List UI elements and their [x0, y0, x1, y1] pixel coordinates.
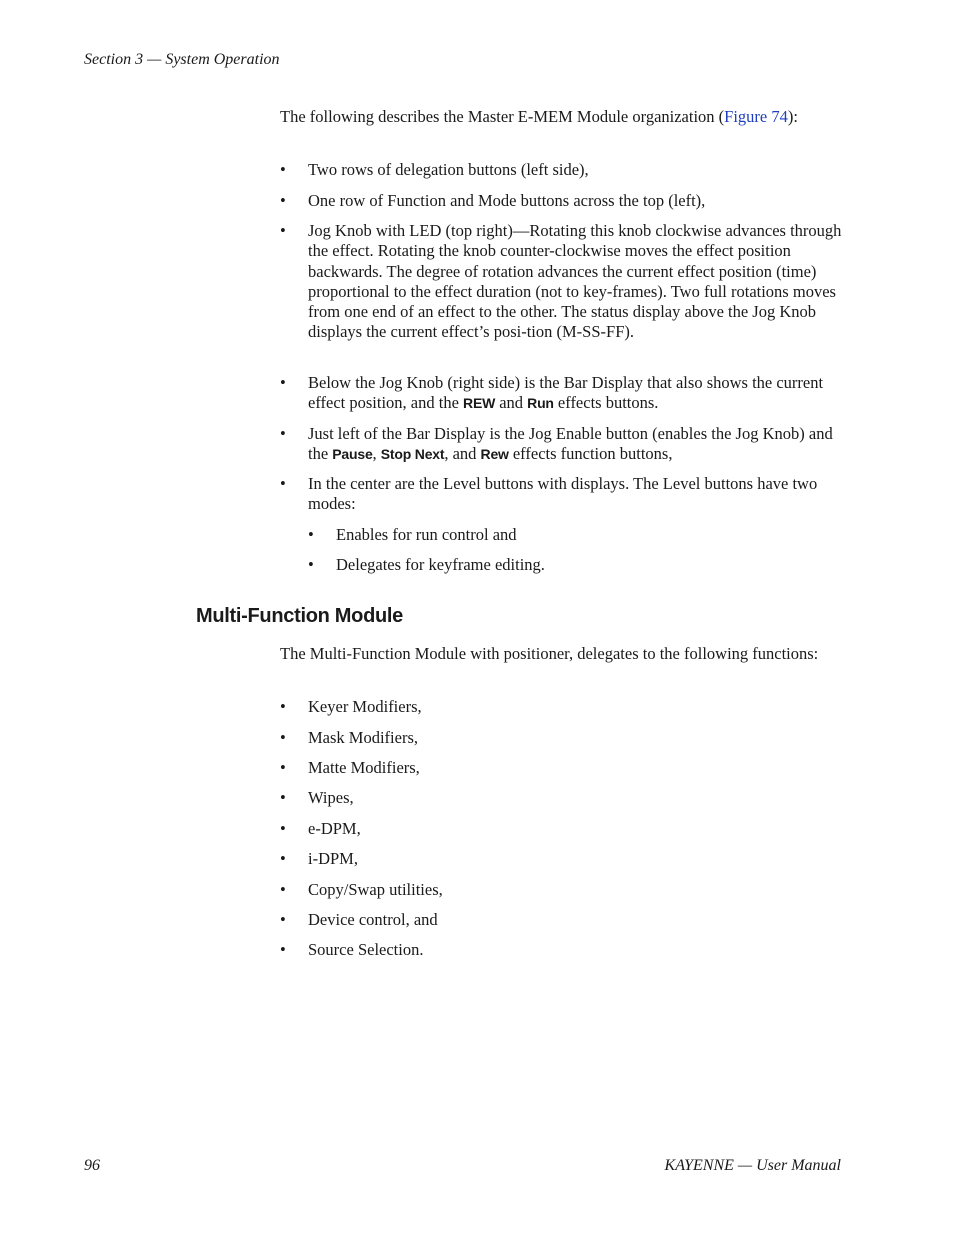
bullet-icon: • — [280, 424, 286, 443]
list-item-text: Just left of the Bar Display is the Jog Enable button (enables the Jog Knob) and the Pause, Stop Next, and Rew effects function buttons, — [308, 424, 833, 464]
bullet-icon: • — [280, 221, 286, 240]
list-item-text: Source Selection. — [308, 940, 424, 959]
bullet-icon: • — [280, 758, 286, 777]
list-item-text: Mask Modifiers, — [308, 728, 418, 747]
run-button-label: Run — [527, 395, 554, 412]
bullet-icon: • — [280, 191, 286, 210]
list-item-text: Below the Jog Knob (right side) is the Bar Display that also shows the current effect position, and the REW and Run effects buttons. — [308, 373, 824, 413]
list-item-text: Device control, and — [308, 910, 438, 929]
intro-paragraph — [280, 107, 840, 127]
list-item-text: In the center are the Level buttons with displays. The Level buttons have two modes: — [308, 474, 818, 514]
intro-text-end: ): — [787, 107, 798, 126]
running-header: Section 3 — System Operation — [84, 51, 280, 68]
bullet-icon: • — [280, 849, 286, 868]
list-item-text: Delegates for keyframe editing. — [336, 555, 545, 574]
list-item-text: Matte Modifiers, — [308, 758, 420, 777]
intro-text: The following describes the Master E-MEM Module organization ( — [280, 107, 725, 126]
bullet-icon: • — [280, 940, 286, 959]
bullet-icon: • — [280, 880, 286, 899]
bullet-icon: • — [280, 697, 286, 716]
bullet-icon: • — [308, 525, 314, 544]
page-number: 96 — [84, 1157, 100, 1174]
manual-title: KAYENNE — User Manual — [664, 1157, 841, 1174]
list-item-text: Two rows of delegation buttons (left side), — [308, 160, 589, 179]
list-item-text: Keyer Modifiers, — [308, 697, 422, 716]
list-item-text: Jog Knob with LED (top right)—Rotating this knob clockwise advances through the effect. Rotating the knob counter-clockwise moves the effect position backwards. The degree of rotation advances the current effect position (time) proportional to the effect duration (not to key-frames). Two full rotations moves from one end of an effect to the other. The status display above the Jog Knob displays the current effect’s posi-tion (M-SS-FF). — [308, 221, 842, 342]
list-item-text: Enables for run control and — [336, 525, 517, 544]
multi-function-intro: The Multi-Function Module with positioner, delegates to the following functions: — [280, 644, 819, 663]
bullet-icon: • — [280, 728, 286, 747]
figure-link[interactable]: Figure 74 — [724, 107, 788, 126]
bullet-icon: • — [280, 160, 286, 179]
rew-button-label: Rew — [480, 446, 509, 463]
bullet-icon: • — [280, 474, 286, 493]
list-item-text: Wipes, — [308, 788, 354, 807]
bullet-icon: • — [280, 373, 286, 392]
stop-next-button-label: Stop Next — [380, 446, 445, 463]
pause-button-label: Pause — [332, 446, 373, 463]
list-item-text: i-DPM, — [308, 849, 358, 868]
section-heading: Multi-Function Module — [196, 605, 403, 627]
bullet-icon: • — [308, 555, 314, 574]
bullet-icon: • — [280, 910, 286, 929]
bullet-icon: • — [280, 819, 286, 838]
list-item-text: e-DPM, — [308, 819, 361, 838]
list-item-text: Copy/Swap utilities, — [308, 880, 443, 899]
rew-button-label: REW — [463, 395, 496, 412]
bullet-icon: • — [280, 788, 286, 807]
list-item-text: One row of Function and Mode buttons across the top (left), — [308, 191, 706, 210]
